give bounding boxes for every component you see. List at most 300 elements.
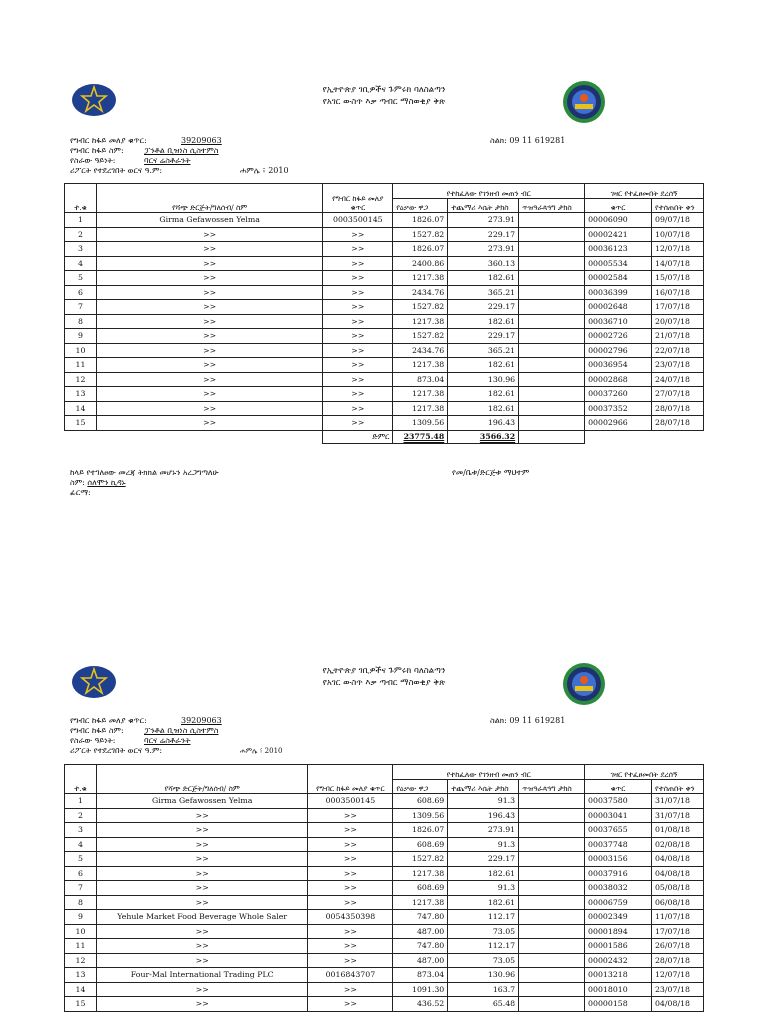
cell-price: 1217.38 (393, 271, 448, 286)
col-seller-name: የሻጭ ድርጅት/ግለሰብ/ ስም (96, 184, 322, 213)
cell-price: 747.80 (393, 910, 448, 925)
cell-sn: 6 (65, 285, 97, 300)
period-label: ሪፖርት የተደረገበት ወርና ዓ.ም: (70, 746, 163, 755)
cell-tot (519, 794, 585, 809)
cell-date: 31/07/18 (651, 808, 703, 823)
cell-date: 14/07/18 (651, 256, 703, 271)
cell-no: 00037655 (585, 823, 652, 838)
cell-no: 00000158 (585, 997, 652, 1012)
cell-tot (519, 227, 585, 242)
tin-value: 39209063 (181, 716, 222, 725)
cell-sn: 14 (65, 982, 97, 997)
table-row (65, 300, 704, 315)
cell-date: 05/08/18 (651, 881, 703, 896)
cell-sn: 9 (65, 329, 97, 344)
cell-name: >> (96, 372, 322, 387)
cell-tot (519, 213, 585, 228)
cell-price: 1826.07 (393, 242, 448, 257)
cell-date: 16/07/18 (651, 285, 703, 300)
cell-date: 31/07/18 (651, 794, 703, 809)
signature-label: ፊርማ: (70, 488, 91, 497)
col-group-receipt: ገዛር የተፈፀመበት ደረሰኝ (585, 765, 704, 780)
cell-price: 1309.56 (393, 416, 448, 431)
table-row (65, 823, 704, 838)
cell-tot (519, 968, 585, 983)
cell-no: 00002648 (585, 300, 652, 315)
cell-vat: 229.17 (448, 852, 519, 867)
cell-no: 00036123 (585, 242, 652, 257)
phone-number: ስልክ: 09 11 619281 (490, 136, 566, 145)
cell-no: 00037260 (585, 387, 652, 402)
cell-tot (519, 982, 585, 997)
tin-value: 39209063 (181, 136, 222, 145)
cell-no: 00002868 (585, 372, 652, 387)
cell-no: 00037916 (585, 866, 652, 881)
cell-date: 23/07/18 (651, 982, 703, 997)
cell-no: 00037580 (585, 794, 652, 809)
cell-vat: 65.48 (448, 997, 519, 1012)
cell-price: 1826.07 (393, 823, 448, 838)
cell-name: >> (96, 866, 307, 881)
cell-name: >> (96, 982, 307, 997)
cell-price: 747.80 (393, 939, 448, 954)
sector-label: የስራው ዓይነት: (70, 736, 116, 745)
cell-sn: 4 (65, 256, 97, 271)
cell-sn: 6 (65, 866, 97, 881)
cell-tin: 0003500145 (323, 213, 393, 228)
col-seller-tin: የግብር ከፋይ መለያ ቁጥር (308, 765, 393, 794)
cell-sn: 5 (65, 271, 97, 286)
cell-no: 00002349 (585, 910, 652, 925)
cell-date: 12/07/18 (651, 242, 703, 257)
cell-vat: 91.3 (448, 837, 519, 852)
cell-name: >> (96, 881, 307, 896)
cell-date: 17/07/18 (651, 300, 703, 315)
cell-name: >> (96, 285, 322, 300)
cell-vat: 163.7 (448, 982, 519, 997)
table-row (65, 329, 704, 344)
cell-vat: 182.61 (448, 866, 519, 881)
table-row (65, 968, 704, 983)
cell-name: >> (96, 808, 307, 823)
cell-no: 00036399 (585, 285, 652, 300)
col-receipt-date: የተሰጠበት ቀን (651, 198, 703, 213)
cell-tin: >> (323, 329, 393, 344)
cell-name: >> (96, 358, 322, 373)
cell-date: 28/07/18 (651, 416, 703, 431)
cell-date: 12/07/18 (651, 968, 703, 983)
table-row (65, 372, 704, 387)
cell-sn: 12 (65, 953, 97, 968)
table-row (65, 997, 704, 1012)
cell-sn: 2 (65, 808, 97, 823)
cell-tin: >> (308, 881, 393, 896)
cell-name: >> (96, 242, 322, 257)
cell-no: 00001894 (585, 924, 652, 939)
cell-no: 00002726 (585, 329, 652, 344)
cell-sn: 7 (65, 881, 97, 896)
cell-sn: 15 (65, 997, 97, 1012)
col-vat: ተጨማሪ እሴት ታክስ (448, 779, 519, 794)
cell-name: >> (96, 852, 307, 867)
cell-price: 608.69 (393, 881, 448, 896)
stamp-label: የመ/ቤቱ/ድርጅቱ ማህተም (452, 468, 530, 477)
taxpayer-info (70, 716, 283, 756)
cell-tot (519, 300, 585, 315)
cell-sn: 13 (65, 968, 97, 983)
cell-tot (519, 343, 585, 358)
period-value: ሐምሌ ፣ 2010 (240, 747, 283, 755)
table-row (65, 852, 704, 867)
certify-text: ከላይ የተገለፀው መረጃ ትክክል መሆኑን አረጋግጣለሁ (70, 468, 219, 477)
cell-name: >> (96, 314, 322, 329)
table-row (65, 837, 704, 852)
cell-date: 04/08/18 (651, 997, 703, 1012)
cell-date: 28/07/18 (651, 401, 703, 416)
cell-price: 1527.82 (393, 300, 448, 315)
cell-vat: 91.3 (448, 881, 519, 896)
cell-tin: >> (308, 924, 393, 939)
cell-tin: >> (308, 808, 393, 823)
table-row (65, 271, 704, 286)
cell-date: 04/08/18 (651, 852, 703, 867)
cell-tin: >> (308, 939, 393, 954)
cell-vat: 73.05 (448, 953, 519, 968)
cell-vat: 182.61 (448, 314, 519, 329)
cell-tin: >> (308, 997, 393, 1012)
table-row (65, 924, 704, 939)
cell-sn: 12 (65, 372, 97, 387)
cell-vat: 196.43 (448, 416, 519, 431)
taxpayer-name-value: ፓንቶል ቢዝነስ ሲስተምስ (144, 146, 219, 155)
cell-tin: >> (308, 823, 393, 838)
cell-tin: >> (323, 227, 393, 242)
cell-tot (519, 866, 585, 881)
cell-tin: >> (323, 416, 393, 431)
col-group-amount: የተከፈለው የገንዘብ መጠን ብር (393, 765, 585, 780)
cell-tin: >> (308, 852, 393, 867)
cell-date: 09/07/18 (651, 213, 703, 228)
cell-tot (519, 271, 585, 286)
cell-sn: 15 (65, 416, 97, 431)
cell-vat: 196.43 (448, 808, 519, 823)
cell-price: 2400.86 (393, 256, 448, 271)
col-sn: ተ.ቁ (65, 184, 97, 213)
col-sn: ተ.ቁ (65, 765, 97, 794)
cell-no: 00002584 (585, 271, 652, 286)
col-seller-name: የሻጭ ድርጅት/ግለሰብ/ ስም (96, 765, 307, 794)
table-row (65, 242, 704, 257)
cell-no: 00003041 (585, 808, 652, 823)
form-title: የአገር ውስጥ እቃ ጣብር ማስወቂያ ቅጽ (322, 678, 446, 688)
cell-tin: >> (323, 314, 393, 329)
cell-tot (519, 372, 585, 387)
cell-vat: 182.61 (448, 895, 519, 910)
col-tot: ጥዝዓራጳጓግ ታክስ (519, 779, 585, 794)
cell-vat: 229.17 (448, 227, 519, 242)
cell-no: 00013218 (585, 968, 652, 983)
cell-no: 00006759 (585, 895, 652, 910)
table-row (65, 416, 704, 431)
col-receipt-no: ቁጥር (585, 198, 652, 213)
cell-name: >> (96, 416, 322, 431)
cell-tot (519, 895, 585, 910)
sector-label: የስራው ዓይነት: (70, 156, 116, 165)
cell-tin: >> (323, 401, 393, 416)
cell-no: 00002421 (585, 227, 652, 242)
cell-vat: 182.61 (448, 271, 519, 286)
sector-value: ባርና ሬስቶራንት (144, 736, 191, 745)
cell-name: >> (96, 343, 322, 358)
taxpayer-name-label: የግብር ከፋይ ስም: (70, 146, 124, 155)
cell-sn: 8 (65, 314, 97, 329)
cell-tot (519, 953, 585, 968)
cell-name: >> (96, 387, 322, 402)
cell-tin: >> (308, 837, 393, 852)
cell-vat: 73.05 (448, 924, 519, 939)
col-receipt-date: የተሰጠበት ቀን (651, 779, 703, 794)
cell-tot (519, 852, 585, 867)
cell-price: 1217.38 (393, 387, 448, 402)
cell-price: 873.04 (393, 968, 448, 983)
cell-name: >> (96, 823, 307, 838)
period-label: ሪፖርት የተደረገበት ወርና ዓ.ም: (70, 166, 163, 175)
table-row (65, 895, 704, 910)
cell-tot (519, 910, 585, 925)
cell-price: 608.69 (393, 794, 448, 809)
col-vat: ተጨማሪ እሴት ታክስ (448, 198, 519, 213)
cell-name: Yehule Market Food Beverage Whole Saler (96, 910, 307, 925)
cell-tin: >> (308, 953, 393, 968)
cell-tot (519, 387, 585, 402)
cell-vat: 273.91 (448, 823, 519, 838)
cell-tot (519, 837, 585, 852)
cell-name: Girma Gefawossen Yelma (96, 213, 322, 228)
cell-sn: 5 (65, 852, 97, 867)
cell-name: >> (96, 271, 322, 286)
cell-price: 436.52 (393, 997, 448, 1012)
cell-price: 608.69 (393, 837, 448, 852)
cell-vat: 91.3 (448, 794, 519, 809)
cell-tin: >> (308, 982, 393, 997)
cell-price: 2434.76 (393, 285, 448, 300)
cell-vat: 112.17 (448, 910, 519, 925)
cell-sn: 4 (65, 837, 97, 852)
cell-tot (519, 358, 585, 373)
table-row (65, 794, 704, 809)
col-group-amount: የተከፈለው የገንዘብ መጠን ብር (393, 184, 585, 199)
cell-tin: >> (308, 866, 393, 881)
cell-tot (519, 256, 585, 271)
table-row (65, 227, 704, 242)
cell-sn: 3 (65, 823, 97, 838)
cell-tot (519, 924, 585, 939)
cell-date: 02/08/18 (651, 837, 703, 852)
col-seller-tin: የግብር ከፋይ መለያ ቁጥር (323, 184, 393, 213)
taxpayer-name-label: የግብር ከፋይ ስም: (70, 726, 124, 735)
cell-sn: 14 (65, 401, 97, 416)
purchase-table (64, 183, 704, 444)
total-price: 23775.48 (403, 432, 445, 441)
cell-date: 21/07/18 (651, 329, 703, 344)
cell-tin: >> (308, 895, 393, 910)
taxpayer-info (70, 136, 289, 176)
cell-no: 00037352 (585, 401, 652, 416)
col-receipt-no: ቁጥር (585, 779, 652, 794)
cell-date: 15/07/18 (651, 271, 703, 286)
signer-name-label: ስም: (70, 478, 85, 487)
cell-name: >> (96, 329, 322, 344)
cell-date: 26/07/18 (651, 939, 703, 954)
table-row (65, 343, 704, 358)
cell-name: >> (96, 924, 307, 939)
table-row (65, 256, 704, 271)
cell-date: 17/07/18 (651, 924, 703, 939)
cell-name: >> (96, 997, 307, 1012)
cell-vat: 182.61 (448, 358, 519, 373)
table-row (65, 910, 704, 925)
cell-date: 24/07/18 (651, 372, 703, 387)
cell-price: 1217.38 (393, 358, 448, 373)
phone-number: ስልክ: 09 11 619281 (490, 716, 566, 725)
col-tot: ጥዝዓራጳጓግ ታክስ (519, 198, 585, 213)
cell-sn: 11 (65, 358, 97, 373)
cell-price: 2434.76 (393, 343, 448, 358)
cell-tin: >> (323, 256, 393, 271)
cell-vat: 182.61 (448, 387, 519, 402)
cell-price: 1527.82 (393, 329, 448, 344)
table-row (65, 358, 704, 373)
cell-price: 487.00 (393, 953, 448, 968)
cell-tin: 0003500145 (308, 794, 393, 809)
cell-no: 00002796 (585, 343, 652, 358)
cell-price: 1527.82 (393, 227, 448, 242)
cell-sn: 8 (65, 895, 97, 910)
table-row (65, 285, 704, 300)
cell-no: 00001586 (585, 939, 652, 954)
table-row (65, 387, 704, 402)
cell-tin: >> (323, 242, 393, 257)
cell-price: 1217.38 (393, 314, 448, 329)
col-group-receipt: ገዛር የተፈፀመበት ደረሰኝ (585, 184, 704, 199)
sector-value: ባርና ሬስቶራንት (144, 156, 191, 165)
col-price: የዕቃው ዋጋ (393, 198, 448, 213)
cell-tot (519, 881, 585, 896)
cell-no: 00006090 (585, 213, 652, 228)
cell-vat: 365.21 (448, 285, 519, 300)
cell-price: 1217.38 (393, 401, 448, 416)
cell-price: 1217.38 (393, 895, 448, 910)
cell-tot (519, 314, 585, 329)
cell-sn: 10 (65, 343, 97, 358)
table-row (65, 939, 704, 954)
cell-vat: 130.96 (448, 968, 519, 983)
cell-no: 00005534 (585, 256, 652, 271)
cell-no: 00038032 (585, 881, 652, 896)
cell-sn: 7 (65, 300, 97, 315)
cell-tot (519, 939, 585, 954)
cell-name: Four-Mal International Trading PLC (96, 968, 307, 983)
cell-tot (519, 997, 585, 1012)
cell-sn: 2 (65, 227, 97, 242)
cell-price: 1217.38 (393, 866, 448, 881)
cell-date: 01/08/18 (651, 823, 703, 838)
cell-no: 00002966 (585, 416, 652, 431)
cell-tin: >> (323, 343, 393, 358)
cell-price: 1527.82 (393, 852, 448, 867)
cell-no: 00018010 (585, 982, 652, 997)
cell-tin: >> (323, 300, 393, 315)
cell-tin: >> (323, 387, 393, 402)
signer-name-value: ሰለሞን ኪዳኑ (87, 478, 126, 487)
cell-date: 27/07/18 (651, 387, 703, 402)
table-row (65, 401, 704, 416)
cell-date: 23/07/18 (651, 358, 703, 373)
cell-vat: 365.21 (448, 343, 519, 358)
cell-price: 1309.56 (393, 808, 448, 823)
cell-no: 00002432 (585, 953, 652, 968)
cell-name: >> (96, 895, 307, 910)
tin-label: የግብር ከፋይ መለያ ቁጥር: (70, 716, 147, 725)
cell-tot (519, 329, 585, 344)
cell-tot (519, 242, 585, 257)
cell-sn: 3 (65, 242, 97, 257)
cell-price: 873.04 (393, 372, 448, 387)
cell-name: >> (96, 953, 307, 968)
cell-tot (519, 823, 585, 838)
cell-sn: 9 (65, 910, 97, 925)
cell-date: 11/07/18 (651, 910, 703, 925)
table-row (65, 314, 704, 329)
cell-price: 1091.30 (393, 982, 448, 997)
cell-name: Girma Gefawossen Yelma (96, 794, 307, 809)
cell-vat: 112.17 (448, 939, 519, 954)
cell-vat: 130.96 (448, 372, 519, 387)
purchase-table (64, 764, 704, 1012)
cell-price: 1826.07 (393, 213, 448, 228)
cell-no: 00037748 (585, 837, 652, 852)
agency-title: የኢትዮጵያ ገቢዎችና ጉምሩክ ባለስልጣን (322, 666, 446, 676)
cell-name: >> (96, 837, 307, 852)
table-row (65, 881, 704, 896)
cell-name: >> (96, 401, 322, 416)
cell-tin: >> (323, 285, 393, 300)
cell-tin: 0016843707 (308, 968, 393, 983)
cell-date: 28/07/18 (651, 953, 703, 968)
table-row (65, 213, 704, 228)
table-row (65, 953, 704, 968)
cell-sn: 1 (65, 213, 97, 228)
cell-name: >> (96, 227, 322, 242)
cell-name: >> (96, 256, 322, 271)
cell-vat: 273.91 (448, 242, 519, 257)
cell-date: 06/08/18 (651, 895, 703, 910)
cell-price: 487.00 (393, 924, 448, 939)
table-row (65, 866, 704, 881)
cell-no: 00036954 (585, 358, 652, 373)
cell-name: >> (96, 939, 307, 954)
cell-tot (519, 808, 585, 823)
cell-date: 04/08/18 (651, 866, 703, 881)
cell-tin: 0054350398 (308, 910, 393, 925)
taxpayer-name-value: ፓንቶል ቢዝነስ ሲስተምስ (144, 726, 219, 735)
cell-vat: 360.13 (448, 256, 519, 271)
cell-sn: 1 (65, 794, 97, 809)
agency-title: የኢትዮጵያ ገቢዎችና ጉምሩክ ባለስልጣን (322, 85, 446, 95)
cell-vat: 229.17 (448, 329, 519, 344)
cell-tin: >> (323, 271, 393, 286)
cell-tin: >> (323, 358, 393, 373)
